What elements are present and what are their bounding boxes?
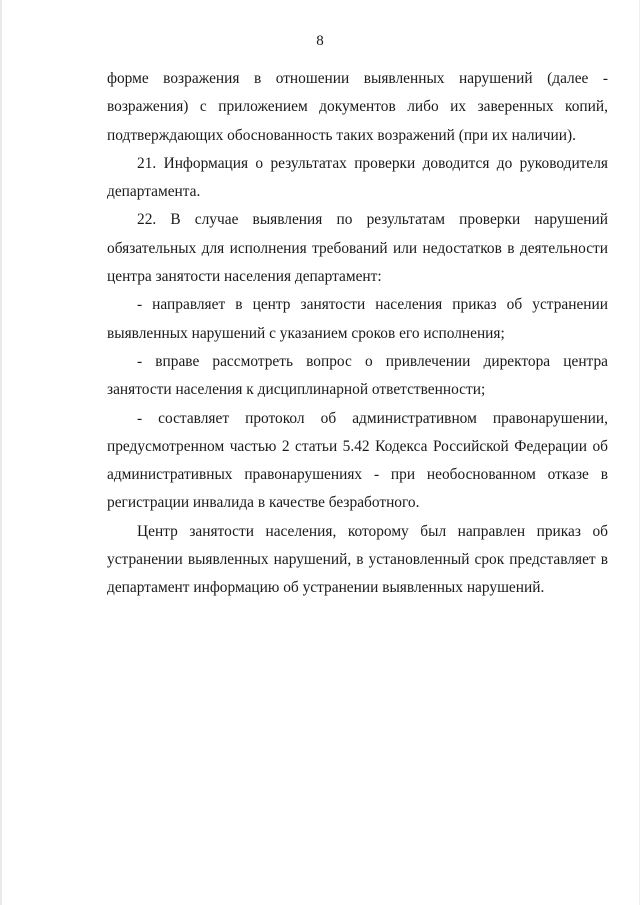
list-item-protocol: - составляет протокол об административном правонарушении, предусмотренном частью 2 статьи 5.42 Кодекса Российской Федерации об административных правонарушениях - при необоснованном отказе в регистрации инвалида в качестве безработного. (107, 409, 608, 512)
paragraph-22: 22. В случае выявления по результатам проверки нарушений обязательных для исполнения требований или недостатков в деятельности центра занятости населения департамент: (107, 211, 608, 286)
paragraph-21: 21. Информация о результатах проверки доводится до руководителя департамента. (107, 154, 608, 201)
page-number: 8 (316, 33, 324, 49)
list-item-send-order: - направляет в центр занятости населения приказ об устранении выявленных нарушений с указанием сроков его исполнения; (107, 296, 608, 342)
paragraph-employment-center-report: Центр занятости населения, которому был направлен приказ об устранении выявленных нарушений, в установленный срок представляет в департамент информацию об устранении выявленных нарушений. (107, 522, 608, 597)
paragraph-objection-continuation: форме возражения в отношении выявленных нарушений (далее - возражения) с приложением документов либо их заверенных копий, подтверждающих обоснованность таких возражений (при их наличии). (107, 70, 608, 144)
document-body (107, 65, 608, 603)
list-item-disciplinary: - вправе рассмотреть вопрос о привлечении директора центра занятости населения к дисциплинарной ответственности; (107, 352, 608, 399)
scan-edge-left (0, 0, 2, 905)
